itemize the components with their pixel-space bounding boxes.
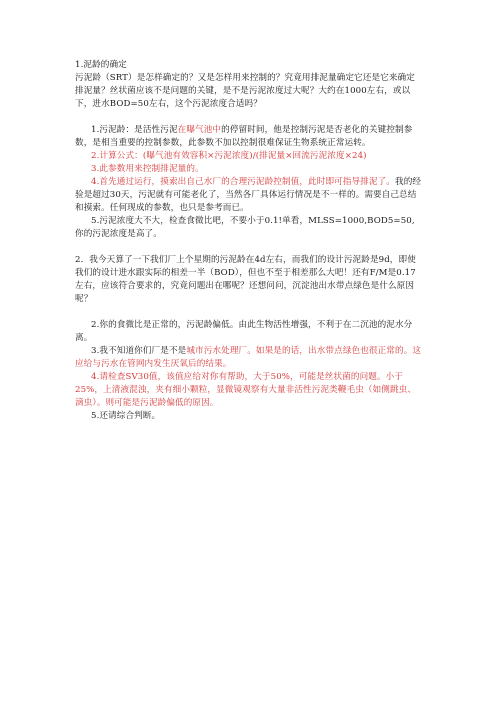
answer-item-3: 3.此参数用来控制排泥量的。 <box>91 164 204 174</box>
answer-item-4-highlight: 4.首先通过运行，摸索出自己水厂的合理污泥龄控制值，此时即可指导排泥了。 <box>91 177 395 187</box>
answer-item-2-text: 2.计算公式：(曝气池有效容积×污泥浓度)/(排泥量×回流污泥浓度×24) <box>91 151 367 161</box>
answer-item-4-text: 我的经验是超过30天，污泥就有可能老化了，当然各厂具体运行情况是不一样的。需要自己总结和摸索。任何现成的参数，也只是参考而已。 <box>75 177 422 213</box>
question-paragraph-2: 2．我今天算了一下我们厂上个星期的污泥龄在4d左右，而我们的设计污泥龄是9d，即使我们的设计进水跟实际的相差一半（BOD），但也不至于相差那么大吧！还有F/M是0.17左右，应该符合要求的，究竟问题出在哪呢？还想问问，沉淀池出水带点绿色是什么原因呢？ <box>75 255 416 304</box>
answer-item-1-tail: 的停留时间，他是控制污泥是否老化的关键控制参数，是相当重要的控制参数，此参数不加以控制很难保证生物系统正常运转。 <box>75 125 413 148</box>
spacer <box>75 111 423 124</box>
answer-item-1 <box>75 124 423 150</box>
question-paragraph: 污泥龄（SRT）是怎样确定的？又是怎样用来控制的？究竟用排泥量确定它还是它来确定排泥量？丝状菌应该不是问题的关键，是不是污泥浓度过大呢？大约在1000左右，或以下，进水BOD=50左右，这个污泥浓度合适吗？ <box>75 73 415 109</box>
spacer <box>75 241 423 254</box>
answer-item-1-text: 1.污泥龄：是活性污泥 <box>91 125 178 135</box>
answer2-item-3-highlight: 城市污水处理厂。如果是的话，出水带点绿色也很正常的。这应给与污水在管网内发生厌氧后的结果。 <box>75 346 422 369</box>
spacer <box>75 306 423 319</box>
answer-item-5: 5.污泥浓度大不大，检查食微比吧，不要小于0.1!单看，MLSS=1000,BOD5=50,你的污泥浓度是高了。 <box>75 216 415 239</box>
answer2-item-4: 4.请检查SV30值，该值应给对你有帮助，大于50%，可能是丝状菌的问题。小于25%，上清液混浊，夹有细小颗粒，显微镜观察有大量非活性污泥类鞭毛虫（如侧跳虫、滴虫）。则可能是污泥龄偏低的原因。 <box>75 372 417 408</box>
answer-item-2 <box>75 150 423 163</box>
answer2-item-3-text: 3.我不知道你们厂是不是 <box>91 346 187 356</box>
answer-item-1-highlight: 在曝气池中 <box>177 125 222 135</box>
answer2-item-3 <box>75 345 423 371</box>
document-body <box>75 55 423 423</box>
section-heading: 1.泥龄的确定 <box>75 60 127 70</box>
answer-item-4 <box>75 176 423 215</box>
answer2-item-2: 2.你的食微比是正常的，污泥龄偏低。由此生物活性增强，不利于在二沉池的泥水分离。 <box>75 320 413 343</box>
answer2-item-5: 5.还请综合判断。 <box>91 411 161 421</box>
